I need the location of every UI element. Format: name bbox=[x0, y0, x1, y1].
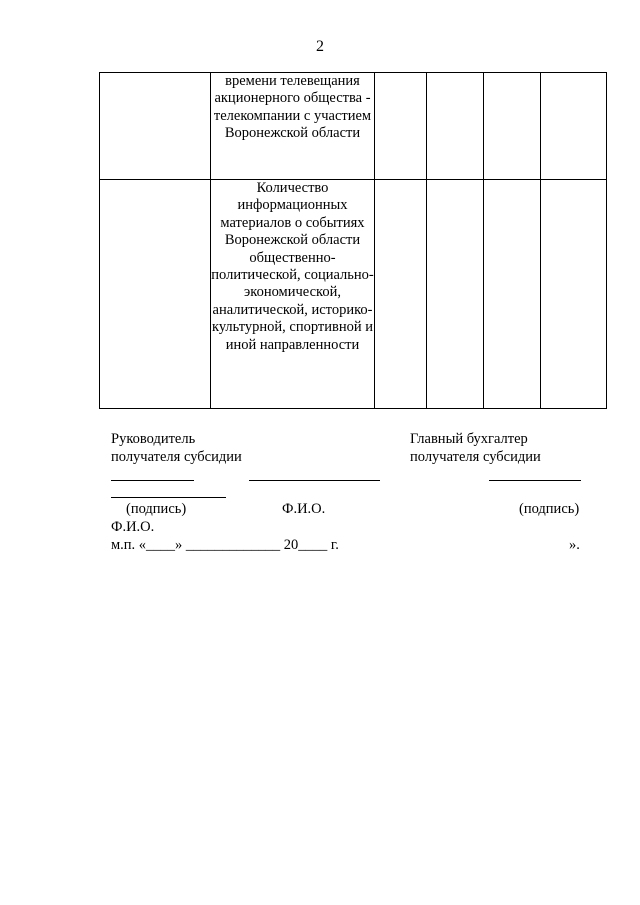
head-subtitle: получателя субсидии bbox=[111, 449, 242, 465]
table-cell-empty bbox=[375, 73, 427, 180]
table-cell-empty bbox=[541, 73, 607, 180]
table-row bbox=[100, 180, 607, 409]
head-title: Руководитель bbox=[111, 431, 196, 447]
table-cell-empty bbox=[427, 73, 484, 180]
accountant-signature-line bbox=[489, 480, 581, 481]
fio-label-left: Ф.И.О. bbox=[111, 519, 155, 535]
table-cell-empty bbox=[100, 73, 211, 180]
accountant-title: Главный бухгалтер bbox=[410, 431, 528, 447]
signature-label-right: (подпись) bbox=[519, 501, 580, 517]
table-cell-empty bbox=[375, 180, 427, 409]
page-number: 2 bbox=[316, 38, 324, 55]
accountant-fio-line bbox=[111, 497, 226, 498]
fio-label-mid: Ф.И.О. bbox=[282, 501, 326, 517]
head-signature-line bbox=[111, 480, 194, 481]
table-cell-empty bbox=[100, 180, 211, 409]
indicator-cell: времени телевещания акционерного общества - телекомпании с участием Воронежской области bbox=[211, 73, 375, 180]
stamp-date-line: м.п. «____» _____________ 20____ г. bbox=[111, 537, 339, 553]
closing-quote: ». bbox=[569, 537, 580, 553]
table-cell-empty bbox=[427, 180, 484, 409]
accountant-subtitle: получателя субсидии bbox=[410, 449, 541, 465]
table-cell-empty bbox=[484, 73, 541, 180]
indicators-table bbox=[99, 72, 607, 409]
head-fio-line bbox=[249, 480, 380, 481]
table-row bbox=[100, 73, 607, 180]
table-cell-empty bbox=[541, 180, 607, 409]
table-cell-empty bbox=[484, 180, 541, 409]
signature-label-left: (подпись) bbox=[126, 501, 187, 517]
indicator-cell: Количество информационных материалов о событиях Воронежской области общественно-политической, социально-экономической, аналитической, историко-культурной, спортивной и иной направленности bbox=[211, 180, 375, 409]
